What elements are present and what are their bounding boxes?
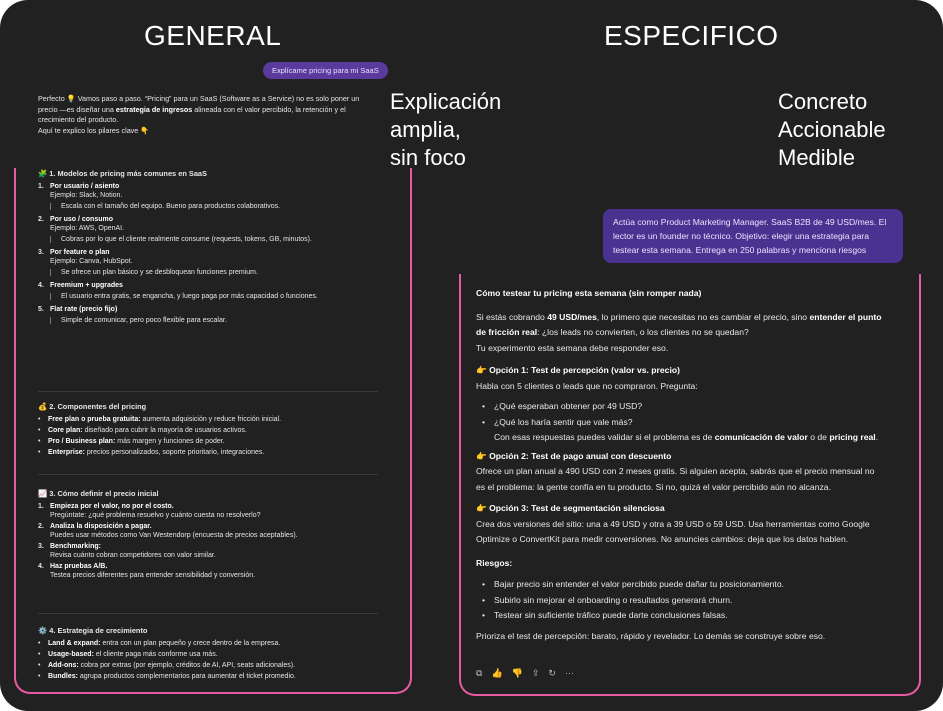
- section-title: 💰 2. Componentes del pricing: [38, 402, 147, 411]
- general-title: GENERAL: [144, 20, 282, 51]
- section-models: [38, 169, 383, 330]
- option-title: 👉 Opción 1: Test de percepción (valor vs. precio): [476, 365, 680, 375]
- list-item: [38, 563, 383, 579]
- list-item: [38, 183, 383, 210]
- item-title-text: Flat rate (precio fijo): [50, 306, 118, 313]
- item-number: 1.: [38, 503, 44, 510]
- item-title-text: Benchmarking:: [50, 543, 101, 550]
- item-detail: Puedes usar métodos como Van Westendorp (encuesta de precios aceptables).: [50, 532, 298, 539]
- item-label: Pro / Business plan:: [48, 438, 116, 445]
- item-title: [38, 543, 383, 550]
- item-text: entra con un plan pequeño y crece dentro de la empresa.: [100, 640, 281, 647]
- item-label: Bundles:: [48, 673, 78, 680]
- especifico-note-line: Concreto: [778, 89, 868, 114]
- especifico-note-line: Accionable: [778, 117, 886, 142]
- thumbs-down-icon[interactable]: 👎: [511, 668, 523, 678]
- section-components: [38, 402, 383, 460]
- item-number: 3.: [38, 543, 44, 550]
- item-text: el cliente paga más conforme usa más.: [93, 651, 218, 658]
- list-item: [38, 640, 383, 647]
- specific-answer: [476, 286, 906, 644]
- item-number: 5.: [38, 306, 44, 313]
- initial-price-list: [38, 503, 383, 579]
- risk-item: • Bajar precio sin entender el valor percibido puede dañar tu posicionamiento.: [476, 577, 906, 593]
- section-title: ⚙️ 4. Estrategia de crecimiento: [38, 626, 148, 635]
- especifico-note: [778, 88, 886, 172]
- item-title-text: Por uso / consumo: [50, 216, 114, 223]
- user-prompt-pill[interactable]: Explícame pricing para mi SaaS: [263, 62, 388, 79]
- specific-prompt-bubble[interactable]: Actúa como Product Marketing Manager. SaaS B2B de 49 USD/mes. El lector es un founder no técnico. Objetivo: elegir una estrategia para testear esta semana. Entrega en 250 palabras y menciona riesgos: [603, 209, 903, 263]
- option-conclusion: Con esas respuestas puedes validar si el problema es de comunicación de valor o de pricing real.: [494, 432, 879, 442]
- intro-line: crecimiento del producto.: [38, 115, 119, 125]
- item-detail: Pregúntate: ¿qué problema resuelvo y cuánto cuesta no resolverlo?: [50, 512, 261, 519]
- option-title: 👉 Opción 2: Test de pago anual con descuento: [476, 450, 672, 461]
- risk-item: • Subirlo sin mejorar el onboarding o resultados generará churn.: [476, 593, 906, 609]
- item-number: 1.: [38, 183, 44, 190]
- divider: [38, 474, 378, 475]
- option-text: Optimize o ConvertKit para medir conversiones. No anuncies cambios: deja que los datos hablen.: [476, 534, 849, 544]
- list-item: • ¿Qué esperaban obtener por 49 USD?: [476, 399, 906, 415]
- option-text: Crea dos versiones del sitio: una a 49 USD y otra a 39 USD o 59 USD. Usa herramientas como Google: [476, 518, 870, 529]
- message-actions: [476, 668, 574, 679]
- item-title: [38, 563, 383, 570]
- answer-paragraph: de fricción real: ¿los leads no convierten, o los clientes no se quedan?: [476, 327, 749, 337]
- list-item: • ¿Qué los haría sentir que vale más?: [476, 415, 906, 431]
- item-label: Land & expand:: [48, 640, 101, 647]
- item-title: [38, 249, 383, 256]
- item-label: Free plan o prueba gratuita:: [48, 416, 141, 423]
- item-description: El usuario entra gratis, se engancha, y luego paga por más capacidad o funciones.: [50, 293, 383, 300]
- especifico-note-line: Medible: [778, 145, 856, 170]
- item-description: Simple de comunicar, pero poco flexible para escalar.: [50, 317, 383, 324]
- item-text: diseñado para cubrir la mayoría de usuarios activos.: [82, 427, 247, 434]
- item-number: 4.: [38, 563, 44, 570]
- list-item: [38, 306, 383, 324]
- item-title-text: Haz pruebas A/B.: [50, 563, 108, 570]
- risks-title: Riesgos:: [476, 557, 513, 568]
- section-title: 🧩 1. Modelos de pricing más comunes en SaaS: [38, 169, 207, 178]
- answer-paragraph: Tu experimento esta semana debe responder eso.: [476, 342, 669, 353]
- risk-item: • Testear sin suficiente tráfico puede darte conclusiones falsas.: [476, 608, 906, 624]
- item-title-text: Por usuario / asiento: [50, 183, 120, 190]
- divider: [38, 613, 378, 614]
- item-description: Escala con el tamaño del equipo. Bueno para productos colaborativos.: [50, 203, 383, 210]
- item-title-text: Analiza la disposición a pagar.: [50, 523, 152, 530]
- general-note-line: Explicación: [390, 89, 502, 114]
- list-item: [38, 662, 383, 669]
- item-example: Ejemplo: AWS, OpenAI.: [50, 225, 125, 232]
- item-number: 2.: [38, 523, 44, 530]
- item-detail: Revisa cuánto cobran competidores con valor similar.: [50, 552, 216, 559]
- general-note: [390, 88, 501, 172]
- item-text: cobra por extras (por ejemplo, créditos de AI, API, seats adicionales).: [78, 662, 296, 669]
- item-title-text: Freemium + upgrades: [50, 282, 123, 289]
- general-intro: [38, 94, 383, 136]
- intro-line: Perfecto 💡 Vamos paso a paso. “Pricing” para un SaaS (Software as a Service) no es solo poner un: [38, 94, 360, 103]
- item-example: Ejemplo: Canva, HubSpot.: [50, 258, 133, 265]
- item-text: precios personalizados, soporte prioritario, integraciones.: [84, 449, 265, 456]
- item-title: [38, 282, 383, 289]
- share-icon[interactable]: ⇪: [531, 668, 540, 678]
- section-title: 📈 3. Cómo definir el precio inicial: [38, 489, 159, 498]
- list-item: [38, 282, 383, 300]
- copy-icon[interactable]: ⧉: [476, 668, 483, 678]
- item-text: más margen y funciones de poder.: [115, 438, 225, 445]
- answer-paragraph: Si estás cobrando 49 USD/mes, lo primero que necesitas no es cambiar el precio, sino entender el punto: [476, 311, 882, 322]
- regenerate-icon[interactable]: ↻: [548, 668, 556, 678]
- list-item: [38, 503, 383, 519]
- list-item: [38, 673, 383, 680]
- item-number: 4.: [38, 282, 44, 289]
- intro-line: precio —es diseñar una estrategia de ingresos alineada con el valor percibido, la retención y el: [38, 104, 346, 114]
- item-title: [38, 183, 383, 190]
- section-growth: [38, 626, 383, 684]
- option-text: es el problema: la gente confía en tu producto. Si no, quizá el valor percibido aún no alcanza.: [476, 481, 831, 492]
- thumbs-up-icon[interactable]: 👍: [491, 668, 503, 678]
- item-number: 2.: [38, 216, 44, 223]
- item-title-text: Por feature o plan: [50, 249, 110, 256]
- item-description: Cobras por lo que el cliente realmente consume (requests, tokens, GB, minutos).: [50, 236, 383, 243]
- list-item: [38, 543, 383, 559]
- item-label: Add-ons:: [48, 662, 79, 669]
- models-list: [38, 183, 383, 324]
- growth-list: [38, 640, 383, 680]
- more-icon[interactable]: ···: [564, 668, 574, 678]
- item-example: Ejemplo: Slack, Notion.: [50, 192, 123, 199]
- item-label: Enterprise:: [48, 449, 85, 456]
- list-item: [38, 216, 383, 243]
- option-text: Habla con 5 clientes o leads que no compraron. Pregunta:: [476, 380, 698, 391]
- closing-text: Prioriza el test de percepción: barato, rápido y revelador. Lo demás se construye sobre eso.: [476, 630, 826, 641]
- item-title: [38, 523, 383, 530]
- item-text: aumenta adquisición y reduce fricción inicial.: [140, 416, 282, 423]
- item-number: 3.: [38, 249, 44, 256]
- list-item: [38, 427, 383, 434]
- general-note-line: sin foco: [390, 145, 466, 170]
- list-item: [38, 416, 383, 423]
- divider: [38, 391, 378, 392]
- list-item: [38, 651, 383, 658]
- components-list: [38, 416, 383, 456]
- item-description: Se ofrece un plan básico y se desbloquean funciones premium.: [50, 269, 383, 276]
- answer-heading: Cómo testear tu pricing esta semana (sin romper nada): [476, 288, 702, 298]
- list-item: [38, 449, 383, 456]
- general-note-line: amplia,: [390, 117, 461, 142]
- item-title: [38, 216, 383, 223]
- list-item: [38, 523, 383, 539]
- intro-line: Aquí te explico los pilares clave 👇: [38, 125, 150, 135]
- especifico-title: ESPECIFICO: [604, 20, 779, 51]
- item-label: Core plan:: [48, 427, 83, 434]
- item-detail: Testea precios diferentes para entender sensibilidad y conversión.: [50, 572, 256, 579]
- option-text: Ofrece un plan anual a 490 USD con 2 meses gratis. Si alguien acepta, sabrás que el precio mensual no: [476, 466, 875, 476]
- item-text: agrupa productos complementarios para aumentar el ticket promedio.: [77, 673, 296, 680]
- section-initial-price: [38, 489, 383, 583]
- item-title-text: Empieza por el valor, no por el costo.: [50, 503, 174, 510]
- list-item: [38, 438, 383, 445]
- list-item: [38, 249, 383, 276]
- item-title: [38, 306, 383, 313]
- item-title: [38, 503, 383, 510]
- item-label: Usage-based:: [48, 651, 94, 658]
- option-title: 👉 Opción 3: Test de segmentación silenciosa: [476, 503, 665, 513]
